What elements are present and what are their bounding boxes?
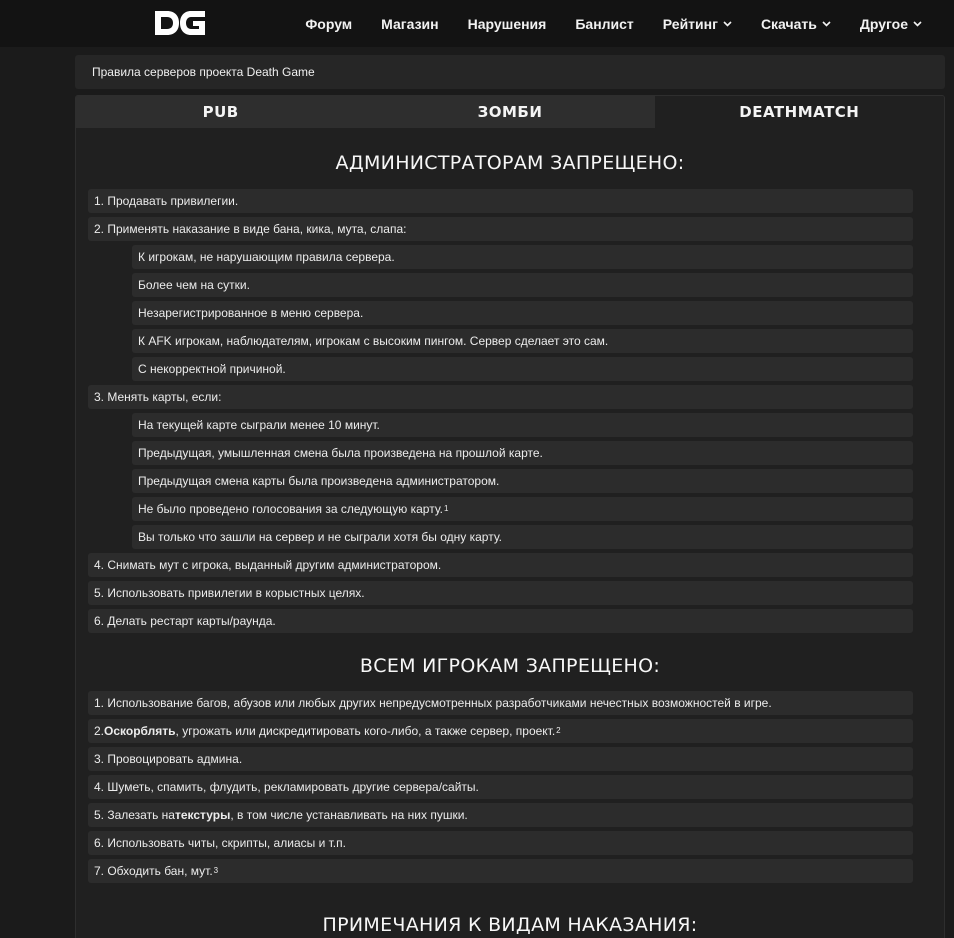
rule-item: 2. Оскорблять , угрожать или дискредитировать кого-либо, а также сервер, проект. 2 xyxy=(88,719,913,743)
nav-other-label: Другое xyxy=(859,15,908,32)
top-navbar xyxy=(0,0,954,47)
rule-text: Не было проведено голосования за следующую карту. xyxy=(138,502,443,516)
chevron-down-icon xyxy=(822,21,831,27)
tab-deathmatch-label: DEATHMATCH xyxy=(739,103,860,121)
tab-zombie[interactable] xyxy=(365,96,654,128)
rule-subitem: Не было проведено голосования за следующую карту. 1 xyxy=(132,497,913,521)
rule-text: Более чем на сутки. xyxy=(138,278,250,292)
page-title: Правила серверов проекта Death Game xyxy=(92,65,315,79)
rule-text: 4. Снимать мут с игрока, выданный другим администратором. xyxy=(94,558,442,572)
chevron-down-icon xyxy=(913,21,922,27)
nav-banlist-label: Банлист xyxy=(575,15,634,32)
main-nav xyxy=(276,0,922,47)
rule-item xyxy=(88,609,913,633)
rule-text: 5. Залезать на xyxy=(94,808,175,822)
rule-text: 4. Шуметь, спамить, флудить, рекламировать другие сервера/сайты. xyxy=(94,780,479,794)
server-tabs xyxy=(76,96,944,128)
rule-item xyxy=(88,831,913,855)
rule-item xyxy=(88,803,913,827)
nav-banlist[interactable] xyxy=(575,16,633,32)
rule-text: 6. Делать рестарт карты/раунда. xyxy=(94,614,276,628)
rule-text: 5. Использовать привилегии в корыстных целях. xyxy=(94,586,365,600)
rule-text: Предыдущая, умышленная смена была произведена на прошлой карте. xyxy=(138,446,543,460)
rule-item xyxy=(88,217,913,241)
rules-panel xyxy=(75,95,945,938)
notes-section-title: ПРИМЕЧАНИЯ К ВИДАМ НАКАЗАНИЯ: xyxy=(322,914,698,936)
nav-download-dropdown[interactable] xyxy=(761,16,831,32)
rule-text: Предыдущая смена карты была произведена администратором. xyxy=(138,474,500,488)
rule-subitem xyxy=(132,329,913,353)
players-section-title: ВСЕМ ИГРОКАМ ЗАПРЕЩЕНО: xyxy=(359,655,661,677)
rule-subitem xyxy=(132,245,913,269)
tab-deathmatch[interactable] xyxy=(655,96,944,128)
rule-text: На текущей карте сыграли менее 10 минут. xyxy=(138,418,380,432)
rule-item xyxy=(88,775,913,799)
rule-text: , в том числе устанавливать на них пушки. xyxy=(230,808,468,822)
rule-text: 1. Использование багов, абузов или любых других непредусмотренных разработчиками нечестных возможностей в игре. xyxy=(94,696,772,710)
logo-dg-icon[interactable] xyxy=(153,8,207,38)
nav-download-label: Скачать xyxy=(760,15,817,32)
nav-shop[interactable] xyxy=(381,16,438,32)
rule-subitem xyxy=(132,273,913,297)
rule-subitem xyxy=(132,301,913,325)
admins-section-title: АДМИНИСТРАТОРАМ ЗАПРЕЩЕНО: xyxy=(335,152,685,174)
nav-shop-label: Магазин xyxy=(381,15,439,32)
nav-other-dropdown[interactable] xyxy=(860,16,922,32)
rule-text: 2. Применять наказание в виде бана, кика, мута, слапа: xyxy=(94,222,407,236)
rule-text: 2. xyxy=(94,724,105,738)
nav-forum-label: Форум xyxy=(305,15,353,32)
rule-text-bold: текстуры xyxy=(174,808,231,822)
rule-item xyxy=(88,747,913,771)
tab-pub-label: PUB xyxy=(202,103,239,121)
rule-subitem xyxy=(132,469,913,493)
rule-text: 3. Провоцировать админа. xyxy=(94,752,243,766)
nav-rating-label: Рейтинг xyxy=(662,15,718,32)
rule-text: С некорректной причиной. xyxy=(138,362,286,376)
nav-forum[interactable] xyxy=(305,16,352,32)
rule-subitem xyxy=(132,525,913,549)
rule-subitem xyxy=(132,441,913,465)
rule-text: К AFK игрокам, наблюдателям, игрокам с высоким пингом. Сервер сделает это сам. xyxy=(138,334,609,348)
rule-text: 7. Обходить бан, мут. xyxy=(94,864,213,878)
tab-pub[interactable] xyxy=(76,96,365,128)
rule-text: Незарегистрированное в меню сервера. xyxy=(138,306,364,320)
rule-text: 3. Менять карты, если: xyxy=(94,390,222,404)
rule-item xyxy=(88,581,913,605)
rule-text: К игрокам, не нарушающим правила сервера. xyxy=(138,250,395,264)
rule-text: , угрожать или дискредитировать кого-либо, а также сервер, проект. xyxy=(175,724,556,738)
rule-text: 6. Использовать читы, скрипты, алиасы и т.п. xyxy=(94,836,346,850)
rule-item: 7. Обходить бан, мут. 3 xyxy=(88,859,913,883)
tab-zombie-label: ЗОМБИ xyxy=(477,103,543,121)
rule-item xyxy=(88,553,913,577)
rule-subitem xyxy=(132,357,913,381)
page-title-bar xyxy=(75,55,945,89)
rule-item xyxy=(88,189,913,213)
nav-violations[interactable] xyxy=(468,16,547,32)
nav-violations-label: Нарушения xyxy=(467,15,547,32)
rule-item xyxy=(88,691,913,715)
rule-text: 1. Продавать привилегии. xyxy=(94,194,239,208)
rule-text: Вы только что зашли на сервер и не сыграли хотя бы одну карту. xyxy=(138,530,502,544)
rule-text-bold: Оскорблять xyxy=(104,724,176,738)
chevron-down-icon xyxy=(723,21,732,27)
rule-item xyxy=(88,385,913,409)
rule-subitem xyxy=(132,413,913,437)
nav-rating-dropdown[interactable] xyxy=(663,16,732,32)
